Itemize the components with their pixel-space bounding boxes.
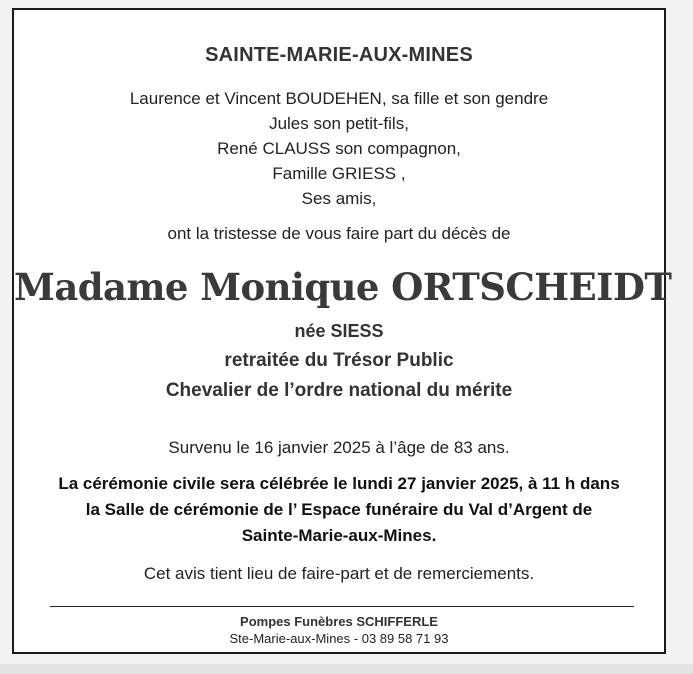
family-line: Jules son petit-fils,: [269, 114, 409, 133]
obituary-notice: [12, 8, 672, 654]
death-info: Survenu le 16 janvier 2025 à l’âge de 83 ans.: [168, 438, 510, 457]
deceased-name: Madame Monique ORTSCHEIDT: [14, 265, 672, 309]
town-heading: SAINTE-MARIE-AUX-MINES: [205, 44, 473, 66]
funeral-home-contact: Ste-Marie-aux-Mines - 03 89 58 71 93: [229, 631, 449, 646]
ceremony-line: La cérémonie civile sera célébrée le lundi 27 janvier 2025, à 11 h dans: [58, 474, 620, 493]
honor: Chevalier de l’ordre national du mérite: [165, 380, 513, 401]
ceremony-line: la Salle de cérémonie de l’ Espace funéraire du Val d’Argent de: [85, 500, 593, 519]
family-line: René CLAUSS son compagnon,: [217, 139, 461, 158]
funeral-home-name: Pompes Funèbres SCHIFFERLE: [240, 614, 438, 629]
page-footer-strip: [0, 664, 693, 674]
closing-text: Cet avis tient lieu de faire-part et de remerciements.: [143, 564, 535, 583]
family-line: Famille GRIESS ,: [272, 164, 406, 183]
family-line: Laurence et Vincent BOUDEHEN, sa fille et son gendre: [129, 89, 549, 108]
divider: [50, 606, 634, 607]
ceremony-line: Sainte-Marie-aux-Mines.: [241, 526, 437, 545]
maiden-name: née SIESS: [294, 321, 384, 341]
family-line: Ses amis,: [301, 189, 377, 208]
profession: retraitée du Trésor Public: [224, 350, 454, 371]
announcement-text: ont la tristesse de vous faire part du décès de: [167, 224, 511, 243]
